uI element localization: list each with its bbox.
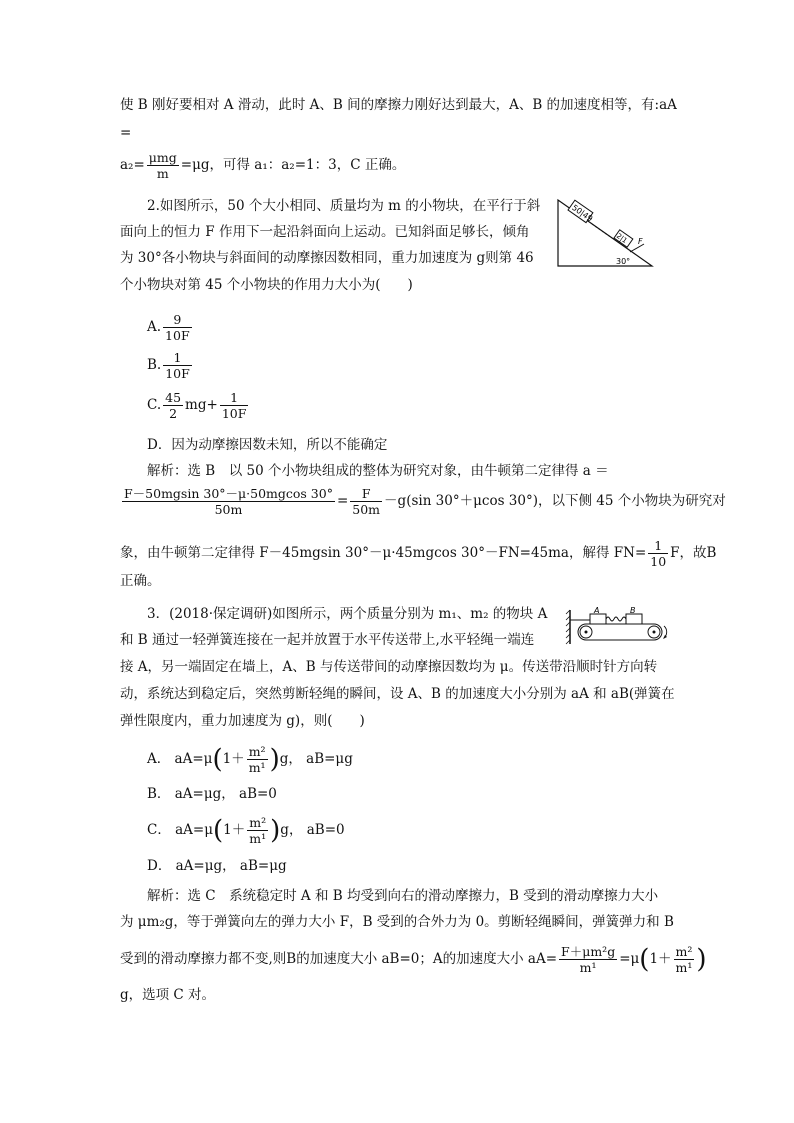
block-a-label: A <box>594 606 600 615</box>
fraction: $\frac{F-50mgsin 30^\circ-\mu\cdot 50mgcos 30^\circ}{50m}$ <box>124 486 333 517</box>
question-2-line: 面向上的恒力 F 作用下一起沿斜面向上运动。已知斜面足够长，倾角 <box>120 224 530 240</box>
text-line: 使 B 刚好要相对 A 滑动，此时 A、B 间的摩擦力刚好达到最大，A、B 的加速度相等，有:aA <box>120 97 677 113</box>
solution-line: 正确。 <box>120 573 161 589</box>
angle-label: 30° <box>616 257 631 266</box>
solution-line: $\frac{F-50mgsin 30^\circ-\mu\cdot 50mgcos 30^\circ}{50m}$ = $\frac{F}{50m}$ －g(sin 30°＋μcos 30°)，以下侧 45 个小物块为研究对 <box>124 486 726 517</box>
option-b: B. $\frac{1}{10F}$ <box>147 350 190 381</box>
fraction: $\frac{F}{50m}$ <box>352 486 381 517</box>
formula-text: a₂= <box>120 157 145 173</box>
option-d: D． aA=μg， aB=μg <box>147 858 287 874</box>
fraction: $\frac{\text{m²}}{\text{m¹}}$ <box>248 744 266 775</box>
option-a: A． aA=μ(1＋ $\frac{\text{m²}}{\text{m¹}}$ )g， aB=μg <box>147 744 353 775</box>
text-line: = <box>120 125 132 141</box>
question-3-line: 弹性限度内，重力加速度为 g)，则( ) <box>120 713 365 729</box>
text-line <box>120 150 405 181</box>
solution-line: 解析：选 B 以 50 个小物块组成的整体为研究对象，由牛顿第二定律得 a ＝ <box>147 463 609 479</box>
question-3-line: 动，系统达到稳定后，突然剪断轻绳的瞬间，设 A、B 的加速度大小分别为 aA 和 aB(弹簧在 <box>120 686 675 702</box>
solution-line: 解析：选 C 系统稳定时 A 和 B 均受到向右的滑动摩擦力，B 受到的滑动摩擦力大小 <box>147 888 659 904</box>
option-a: A. $\frac{9}{10F}$ <box>147 312 190 343</box>
question-3-line: 3．(2018·保定调研)如图所示，两个质量分别为 m₁、m₂ 的物块 A <box>147 606 548 622</box>
solution-line: 象，由牛顿第二定律得 F－45mgsin 30°－μ·45mgcos 30°－FN=45ma，解得 FN= $\frac{1}{10}$ F，故B <box>120 538 717 569</box>
block-b-label: B <box>630 606 636 615</box>
block-label: 2|1 <box>614 232 629 246</box>
option-c: C． aA=μ(1＋ $\frac{\text{m²}}{\text{m¹}}$ )g， aB=0 <box>147 815 345 846</box>
option-c: C. $\frac{45}{2}$ mg+ $\frac{1}{10F}$ <box>147 390 247 421</box>
question-2-line: 2.如图所示，50 个大小相同、质量均为 m 的小物块，在平行于斜 <box>147 198 541 214</box>
fraction: $\frac{\text{μmg}}{m}$ <box>148 150 177 181</box>
fraction: $\frac{1}{10}$ <box>650 538 667 569</box>
fraction: $\frac{\text{m²}}{\text{m¹}}$ <box>249 815 267 846</box>
fraction: $\frac{\text{F＋μm²g}}{\text{m¹}}$ <box>561 944 616 975</box>
conveyor-figure <box>564 606 676 646</box>
solution-line: 为 μm₂g，等于弹簧向左的弹力大小 F，B 受到的合外力为 0。剪断轻绳瞬间，弹簧弹力和 B <box>120 914 674 930</box>
solution-line: g，选项 C 对。 <box>120 987 216 1003</box>
fraction: $\frac{1}{10F}$ <box>165 350 190 381</box>
block-label: 50|49 <box>570 202 595 224</box>
incline-figure <box>554 196 656 270</box>
formula-text: =μg，可得 a₁：a₂=1：3，C 正确。 <box>180 157 406 173</box>
question-3-line: 和 B 通过一轻弹簧连接在一起并放置于水平传送带上,水平轻绳一端连 <box>120 632 535 648</box>
question-2-line: 个小物块对第 45 个小物块的作用力大小为( ) <box>120 277 413 293</box>
fraction: $\frac{9}{10F}$ <box>165 312 190 343</box>
force-label: F <box>638 237 643 246</box>
fraction: $\frac{1}{10F}$ <box>221 390 247 421</box>
fraction: $\frac{\text{m²}}{\text{m¹}}$ <box>675 944 693 975</box>
option-d: D．因为动摩擦因数未知，所以不能确定 <box>147 437 388 453</box>
option-b: B． aA=μg， aB=0 <box>147 786 277 802</box>
solution-line: 受到的滑动摩擦力都不变,则B的加速度大小 aB=0；A的加速度大小 aA= $\frac{\text{F＋μm²g}}{\text{m¹}}$ =μ(1＋ $\frac{\text{m²}}{\text{m¹}}$ ) <box>120 944 707 975</box>
question-2-line: 为 30°各小物块与斜面间的动摩擦因数相同，重力加速度为 g则第 46 <box>120 250 534 266</box>
question-3-line: 接 A，另一端固定在墙上，A、B 与传送带间的动摩擦因数均为 μ。传送带沿顺时针方向转 <box>120 659 658 675</box>
fraction: $\frac{45}{2}$ <box>165 390 182 421</box>
